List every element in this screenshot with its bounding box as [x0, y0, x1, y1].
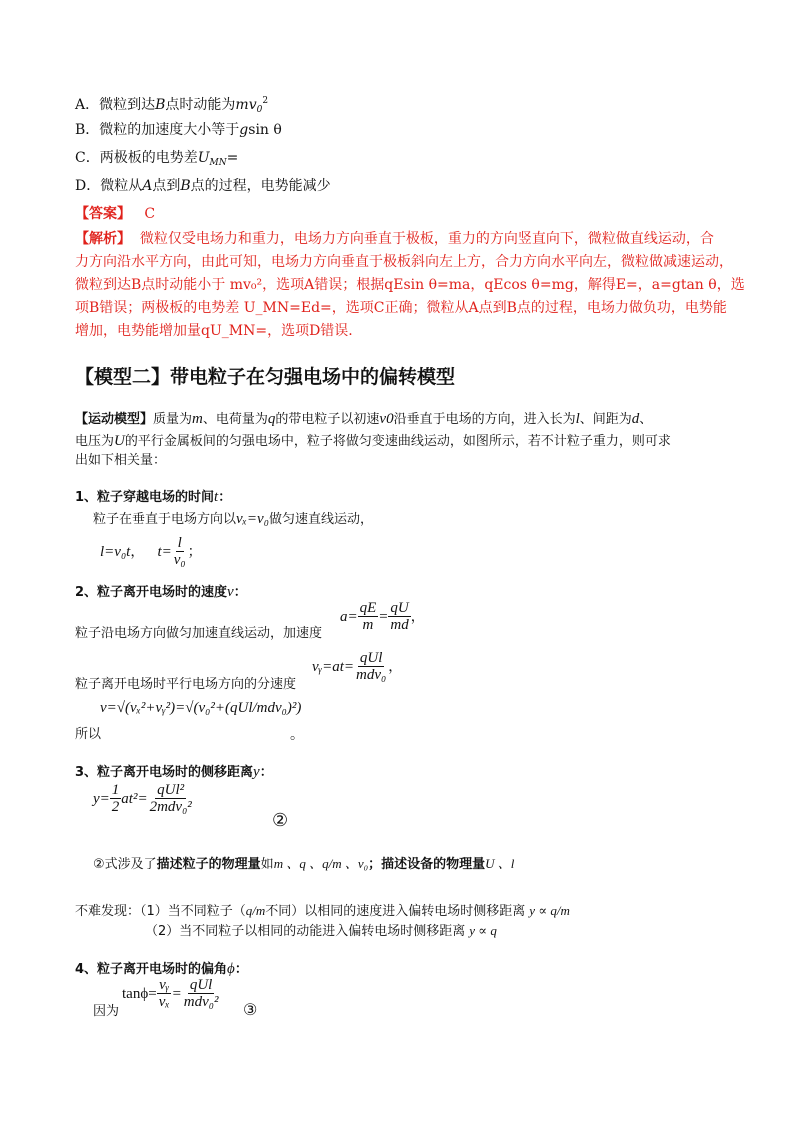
intro-q: q — [267, 411, 276, 427]
s4-eq2: = — [171, 986, 182, 1002]
s1-eq-c-left: t= — [157, 544, 172, 560]
s3-colon: ： — [259, 765, 273, 780]
s3-find-1 — [75, 902, 570, 921]
option-c-text: C．两极板的电势差 — [75, 150, 198, 166]
answer-label: 【答案】 — [75, 206, 131, 222]
s1-frac — [172, 535, 188, 568]
s2-var: v — [227, 584, 234, 600]
s2-frac-2-den: md — [390, 617, 409, 633]
s2-title — [75, 583, 247, 602]
s1-var: t — [214, 489, 219, 505]
s4-eq-tan — [122, 977, 220, 1010]
answer-value: C — [144, 206, 156, 222]
s1-frac-den: v₀ — [173, 552, 186, 568]
option-b — [75, 121, 282, 139]
s3-eq-y-left: y= — [93, 791, 110, 807]
s2-eq-a-left: a= — [340, 609, 358, 625]
s1-comma: ， — [130, 544, 145, 560]
s3-frac-y-num: qUl² — [157, 782, 185, 798]
analysis-text-1: 微粒仅受电场力和重力，电场力方向垂直于极板，重力的方向竖直向下，微粒做直线运动，合 — [139, 231, 714, 247]
s1-text: 粒子在垂直于电场方向以 — [93, 512, 237, 527]
s3-note — [93, 855, 514, 874]
intro-text-1b: 、电荷量为 — [202, 412, 268, 427]
option-b-rest: sin θ — [248, 122, 282, 138]
s4-title-text: 4、粒子离开电场时的偏角 — [75, 962, 228, 977]
analysis-line-2: 力方向沿水平方向，由此可知，电场力方向垂直于极板斜向左上方，合力方向水平向左，微粒做减速运动， — [75, 254, 733, 270]
s3-at2: at²= — [121, 791, 148, 807]
s3-note-vars: m 、q 、q/m 、v₀ — [273, 856, 369, 871]
analysis-line-4: 项B错误；两极板的电势差 U_MN=Ed=，选项C正确；微粒从A点到B点的过程，电场力做负功，电势能 — [75, 300, 727, 316]
s3-note-1d: ； — [368, 857, 382, 872]
s3-find-text-3: （2）当不同粒子以相同的动能进入偏转电场时侧移距离 — [145, 924, 466, 939]
s4-frac-2-den: mdv₀² — [183, 994, 219, 1010]
option-a-sup: 2 — [262, 96, 269, 106]
s2-period: 。 — [290, 727, 304, 743]
option-a — [75, 92, 268, 119]
s2-eq-vy-left: vᵧ=at= — [312, 659, 355, 675]
option-d-rest: 点的过程，电势能减少 — [190, 178, 331, 194]
s1-colon: ： — [218, 490, 232, 505]
option-d — [75, 177, 331, 195]
s3-note-1c: 如 — [260, 857, 274, 872]
s2-frac-vy — [354, 650, 388, 683]
s2-text3: 所以 — [75, 727, 102, 742]
s1-eq-a: vₓ=v₀ — [236, 511, 269, 527]
intro-U: U — [114, 433, 125, 449]
intro-text-1a: 质量为 — [153, 412, 193, 427]
intro-line-3: 出如下相关量： — [75, 453, 167, 468]
s3-find-text: 不难发现：（1）当不同粒子（ — [75, 904, 246, 919]
s1-eqs — [100, 530, 202, 568]
s4-var: ϕ — [227, 961, 235, 977]
analysis-line-5: 增加，电势能增加量qU_MN=，选项D错误. — [75, 323, 353, 339]
s4-frac-1-num: vᵧ — [159, 977, 170, 993]
s2-frac-1 — [358, 600, 379, 633]
s4-frac-1-den: vₓ — [158, 994, 170, 1010]
intro-d: d — [631, 411, 640, 427]
s3-half-den: 2 — [111, 799, 120, 815]
s3-find-text-2: 不同）以相同的速度进入偏转电场时侧移距离 — [265, 904, 526, 919]
s2-frac-2 — [388, 600, 410, 633]
s3-var: y — [253, 764, 260, 780]
s4-frac-2 — [182, 977, 221, 1010]
intro-text-1f: 、 — [639, 412, 653, 427]
s2-eq-v: v=√(vₓ²+vᵧ²)=√(v₀²+(qUl/mdv₀)²) — [100, 700, 302, 716]
s2-frac-1-den: m — [362, 617, 374, 633]
s2-eq-a — [340, 600, 425, 633]
option-d-text: D．微粒从 — [75, 178, 143, 194]
s1-eq-b: l=v₀t — [100, 544, 131, 560]
s2-text2: 粒子离开电场时平行电场方向的分速度 — [75, 677, 297, 692]
option-a-rest: 点时动能为 — [165, 97, 236, 113]
intro-line-1 — [75, 410, 652, 429]
s3-prop-2: y ∝ q — [469, 923, 497, 938]
option-a-sub: 0 — [256, 105, 263, 115]
s3-circle: ② — [272, 810, 289, 831]
option-a-mv: mv — [235, 97, 257, 113]
option-b-g: g — [239, 122, 249, 138]
s1-title — [75, 488, 231, 507]
s3-frac-half — [110, 782, 122, 815]
option-c-u: U — [197, 150, 210, 166]
s1-title-text: 1、粒子穿越电场的时间 — [75, 490, 215, 505]
intro-text-2a: 电压为 — [75, 434, 115, 449]
s3-frac-y-den: 2mdv₀² — [149, 799, 192, 815]
s3-find-m: q/m — [245, 903, 266, 918]
s1-text2: 做匀速直线运动， — [268, 512, 373, 527]
intro-text-1e: 、间距为 — [579, 412, 632, 427]
option-d-b: B — [180, 178, 191, 194]
s3-prop-1: y ∝ q/m — [529, 903, 570, 918]
s1-eq-c — [157, 535, 201, 568]
s2-eq-vy — [312, 650, 402, 683]
s4-eq-tan-left: tanϕ= — [122, 986, 157, 1002]
option-a-text: A．微粒到达 — [75, 97, 156, 113]
s1-semi: ； — [187, 544, 202, 560]
s1-line — [93, 510, 373, 529]
option-c-sub: MN — [209, 158, 227, 168]
intro-text-2b: 的平行金属板间的匀强电场中，粒子将做匀变速曲线运动，如图所示，若不计粒子重力，则可求 — [124, 434, 671, 449]
intro-line-2 — [75, 432, 671, 451]
s3-note-1b: 描述粒子的物理量 — [156, 857, 261, 872]
analysis-label: 【解析】 — [75, 231, 131, 247]
s2-frac-vy-num: qUl — [359, 650, 383, 666]
s2-frac-2-num: qU — [390, 600, 409, 616]
s2-colon: ： — [233, 585, 247, 600]
s4-frac-2-num: qUl — [189, 977, 213, 993]
s2-eq-eq: = — [378, 609, 389, 625]
s3-note-1e: 描述设备的物理量 — [381, 857, 486, 872]
s4-colon: ： — [234, 962, 248, 977]
s2-frac-1-num: qE — [359, 600, 377, 616]
option-d-a: A — [142, 178, 153, 194]
s4-because: 因为 — [93, 1004, 120, 1019]
s1-frac-num: l — [177, 535, 182, 551]
analysis-line-3: 微粒到达B点时动能小于 mv₀²，选项A错误；根据qEsin θ=ma，qEcos θ=mg，解得E=，a=gtan θ，选 — [75, 277, 745, 293]
analysis-line-1 — [75, 230, 714, 248]
section-title: 【模型二】带电粒子在匀强电场中的偏转模型 — [75, 366, 456, 388]
option-d-mid: 点到 — [152, 178, 181, 194]
intro-text-1c: 的带电粒子以初速 — [275, 412, 380, 427]
intro-m: m — [192, 411, 203, 427]
s4-frac-1 — [157, 977, 172, 1010]
s2-text1: 粒子沿电场方向做匀加速直线运动，加速度 — [75, 626, 323, 641]
intro-label: 【运动模型】 — [75, 412, 154, 427]
option-c — [75, 149, 238, 172]
s3-note-1: ②式涉及了 — [93, 857, 157, 872]
option-a-point: B — [155, 97, 166, 113]
intro-v0: v0 — [379, 411, 394, 427]
s3-half-num: 1 — [111, 782, 120, 798]
s2-frac-vy-den: mdv₀ — [356, 667, 387, 683]
option-c-rest: = — [226, 150, 239, 166]
s3-note-vars2: U 、l — [485, 856, 515, 871]
answer-line — [75, 205, 155, 223]
s3-title — [75, 763, 273, 782]
intro-text-1d: 沿垂直于电场的方向，进入长为 — [393, 412, 576, 427]
s4-circle: ③ — [243, 1000, 258, 1019]
intro-l: l — [575, 411, 580, 427]
s2-comma: ， — [410, 609, 425, 625]
s3-frac-y — [148, 782, 194, 815]
s3-find-2 — [145, 922, 497, 941]
option-b-text: B．微粒的加速度大小等于 — [75, 122, 240, 138]
s3-title-text: 3、粒子离开电场时的侧移距离 — [75, 765, 254, 780]
s2-title-text: 2、粒子离开电场时的速度 — [75, 585, 228, 600]
s3-eq-y — [93, 782, 194, 815]
s2-comma2: ， — [388, 659, 403, 675]
